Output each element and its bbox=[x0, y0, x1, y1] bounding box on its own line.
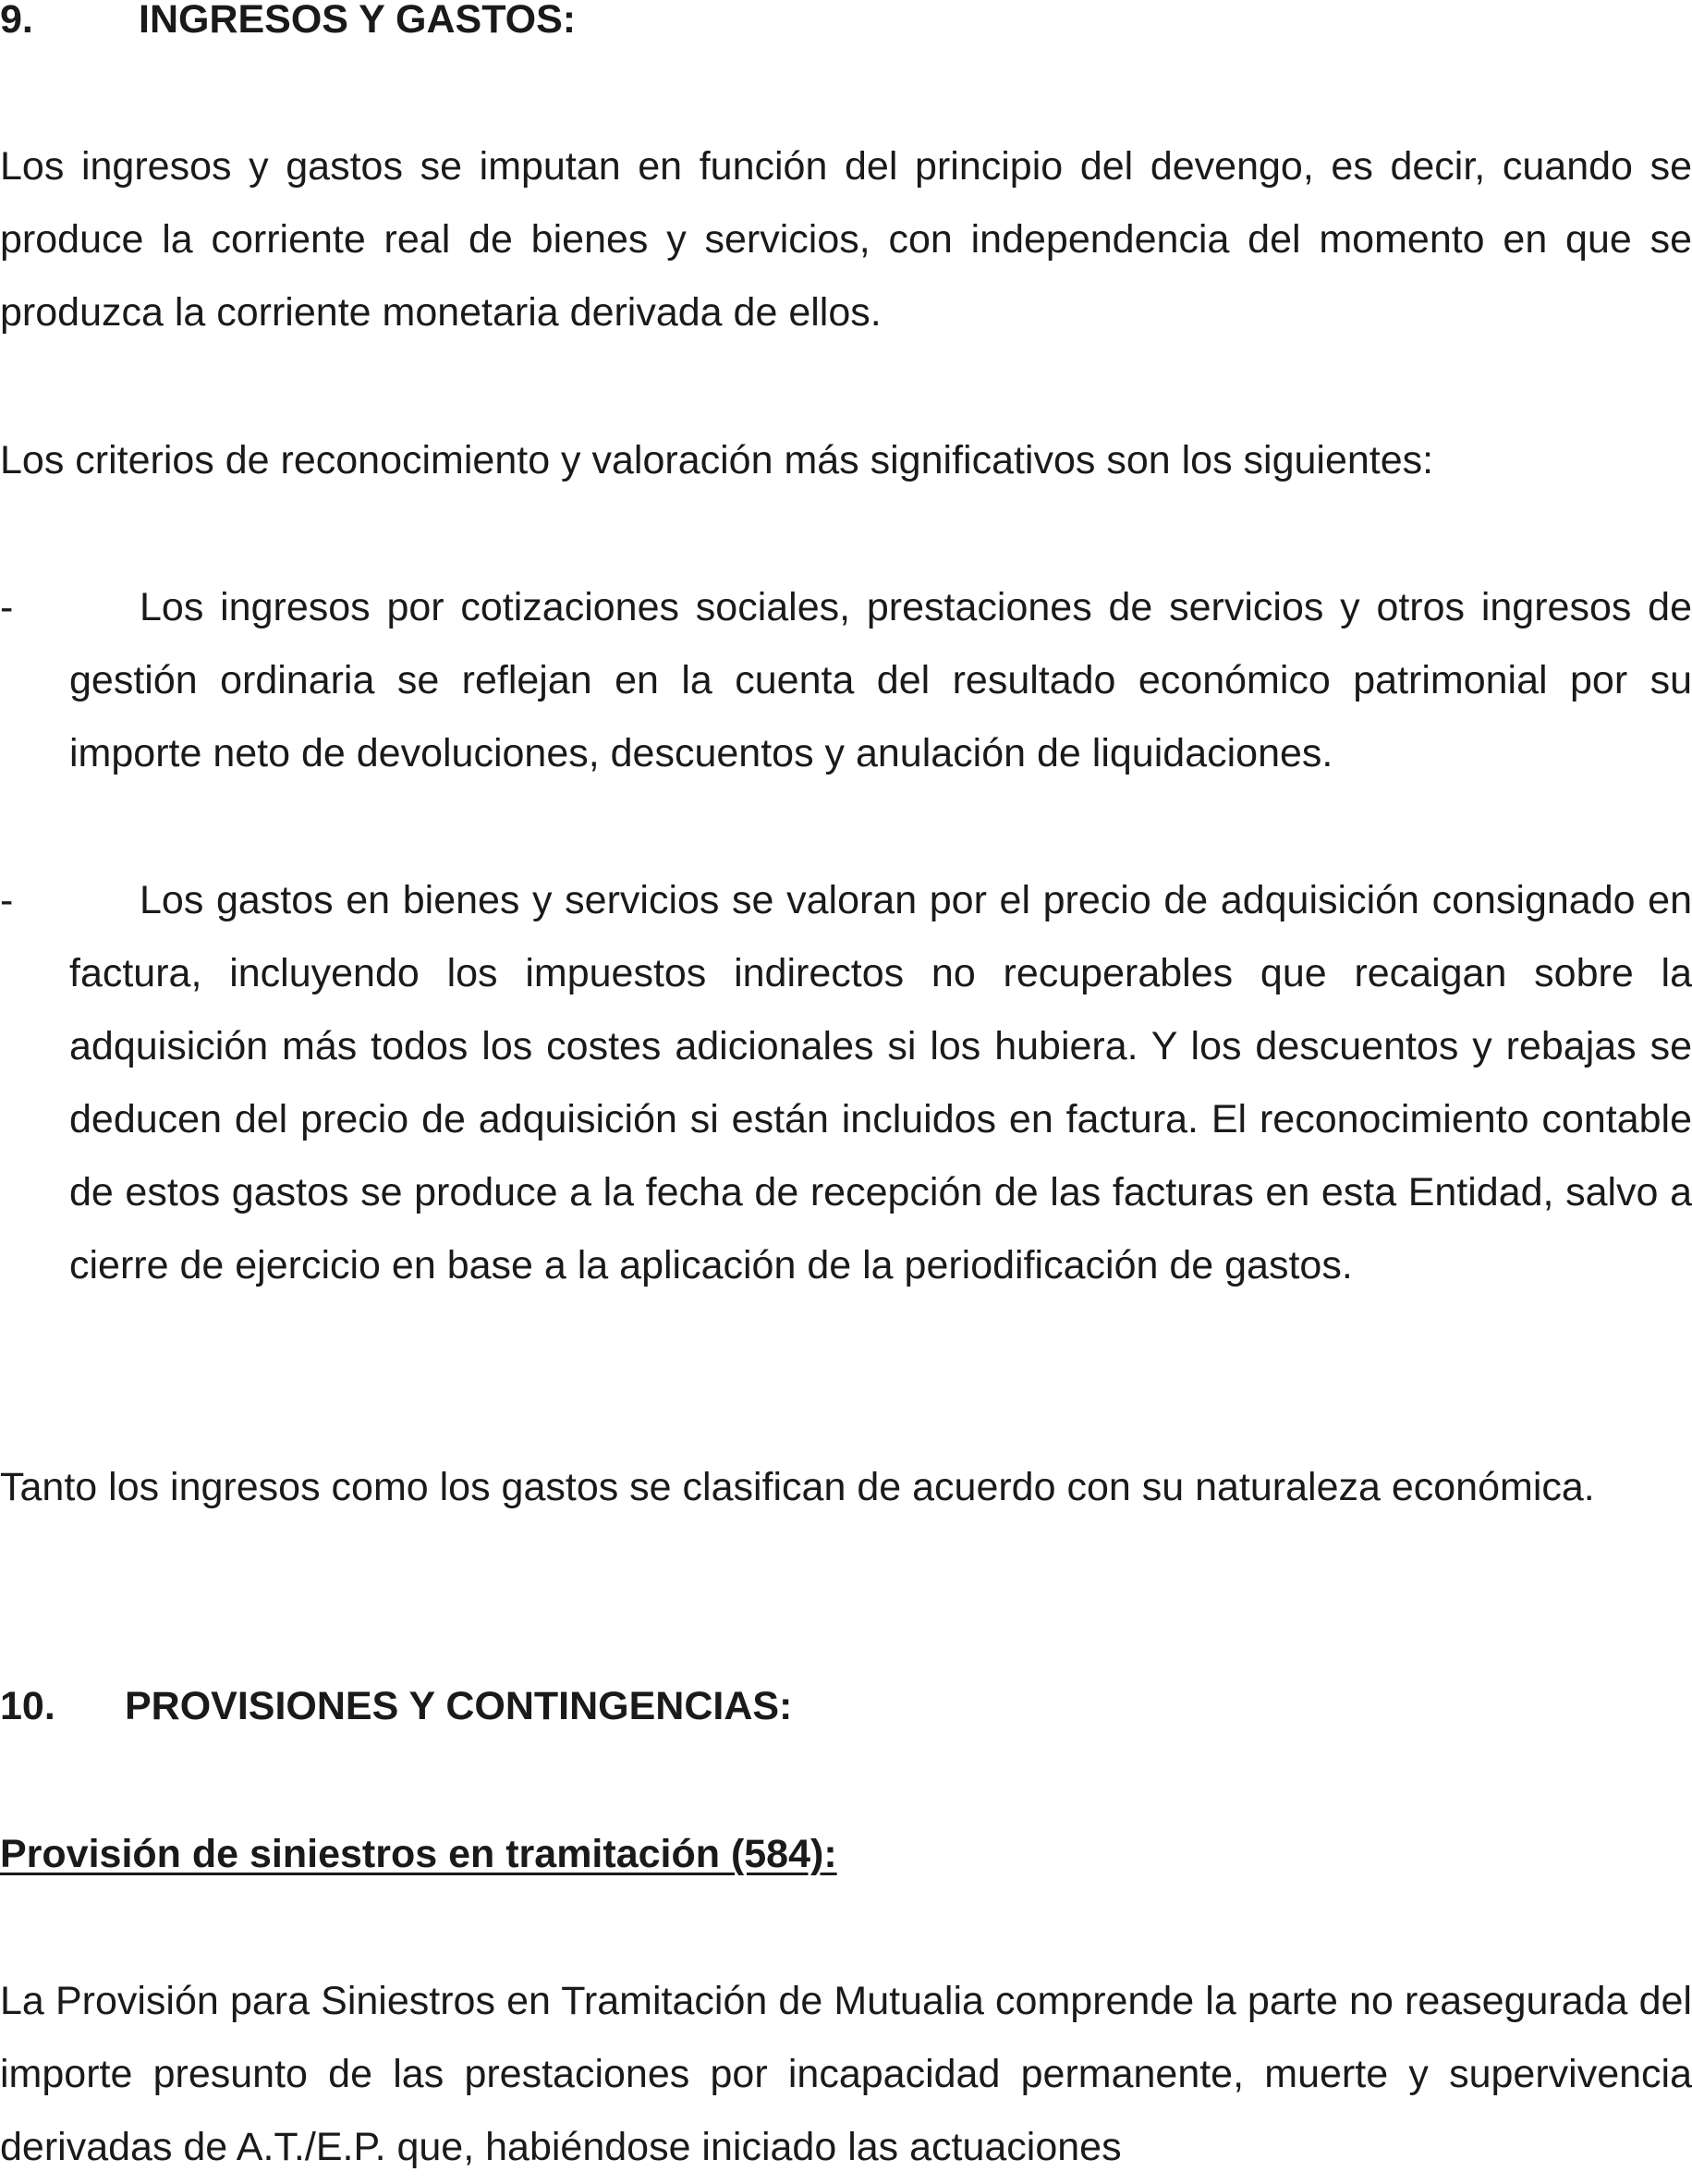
bullet-item-gastos bbox=[0, 864, 1692, 1302]
paragraph-provision: La Provisión para Siniestros en Tramitación de Mutualia comprende la parte no reasegurada del importe presunto de las prestaciones por incapacidad permanente, muerte y supervivencia derivadas de A.T./E.P. que, habiéndose iniciado las actuaciones bbox=[0, 1979, 1692, 2169]
section-9-title: INGRESOS Y GASTOS: bbox=[139, 0, 577, 42]
section-9-heading bbox=[0, 0, 1692, 56]
section-10-title: PROVISIONES Y CONTINGENCIAS: bbox=[125, 1684, 793, 1728]
section-10-number: 10. bbox=[0, 1684, 55, 1728]
paragraph-criterios: Los criterios de reconocimiento y valoración más significativos son los siguientes: bbox=[0, 438, 1434, 482]
bullet-item-ingresos bbox=[0, 571, 1692, 790]
bullet-marker: - bbox=[0, 585, 14, 629]
subheading-provision-siniestros: Provisión de siniestros en tramitación (584): bbox=[0, 1832, 837, 1876]
bullet-text: Los gastos en bienes y servicios se valoran por el precio de adquisición consignado en factura, incluyendo los impuestos indirectos no recuperables que recaigan sobre la adquisición más todos los costes adicionales si los hubiera. Y los descuentos y rebajas se deducen del precio de adquisición si están incluidos en factura. El reconocimiento contable de estos gastos se produce a la fecha de recepción de las facturas en esta Entidad, salvo a cierre de ejercicio en base a la aplicación de la periodificación de gastos. bbox=[69, 878, 1692, 1287]
section-9-number: 9. bbox=[0, 0, 33, 42]
paragraph-clasificacion: Tanto los ingresos como los gastos se clasifican de acuerdo con su naturaleza económica. bbox=[0, 1465, 1595, 1509]
bullet-marker: - bbox=[0, 878, 14, 922]
section-10-heading bbox=[0, 1670, 1692, 1743]
bullet-text: Los ingresos por cotizaciones sociales, prestaciones de servicios y otros ingresos de gestión ordinaria se reflejan en la cuenta del resultado económico patrimonial por su importe neto de devoluciones, descuentos y anulación de liquidaciones. bbox=[69, 585, 1692, 775]
paragraph-devengo: Los ingresos y gastos se imputan en función del principio del devengo, es decir, cuando se produce la corriente real de bienes y servicios, con independencia del momento en que se produzca la corriente monetaria derivada de ellos. bbox=[0, 144, 1692, 335]
